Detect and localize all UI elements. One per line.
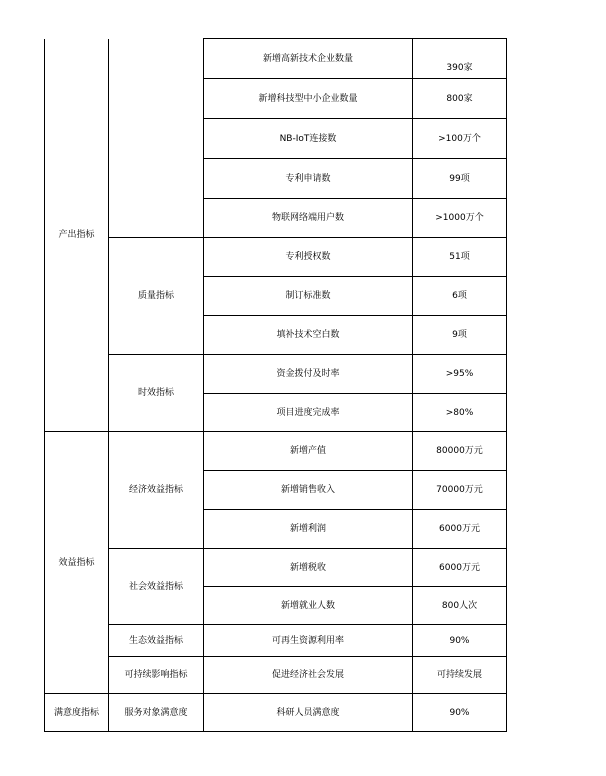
value-cell: 51项 [413, 238, 507, 277]
indicator-cell: 新增就业人数 [204, 587, 413, 625]
indicator-cell: 资金拨付及时率 [204, 355, 413, 394]
value-cell: 6000万元 [413, 549, 507, 587]
value-cell: 90% [413, 625, 507, 657]
indicator-cell: 制订标准数 [204, 277, 413, 316]
value-cell: 6000万元 [413, 510, 507, 549]
value-cell: 800家 [413, 79, 507, 119]
value-cell: 99项 [413, 159, 507, 199]
indicator-cell: 项目进度完成率 [204, 394, 413, 432]
level2-cell: 质量指标 [109, 238, 204, 355]
level1-cell: 产出指标 [45, 39, 109, 432]
indicator-cell: 物联网络端用户数 [204, 199, 413, 238]
indicator-cell: 专利申请数 [204, 159, 413, 199]
indicator-cell: 新增利润 [204, 510, 413, 549]
level2-cell [109, 39, 204, 238]
value-cell: 390家 [413, 39, 507, 79]
indicator-cell: 促进经济社会发展 [204, 657, 413, 694]
indicator-cell: 新增税收 [204, 549, 413, 587]
value-cell: 6项 [413, 277, 507, 316]
level2-cell: 经济效益指标 [109, 432, 204, 549]
indicator-cell: 科研人员满意度 [204, 694, 413, 732]
indicator-cell: 新增高新技术企业数量 [204, 39, 413, 79]
indicator-cell: 专利授权数 [204, 238, 413, 277]
indicator-cell: 可再生资源利用率 [204, 625, 413, 657]
indicator-cell: NB-IoT连接数 [204, 119, 413, 159]
value-cell: >80% [413, 394, 507, 432]
value-cell: 90% [413, 694, 507, 732]
indicator-cell: 新增销售收入 [204, 471, 413, 510]
indicator-cell: 新增科技型中小企业数量 [204, 79, 413, 119]
level2-cell: 服务对象满意度 [109, 694, 204, 732]
performance-indicator-table [44, 38, 507, 732]
value-cell: 80000万元 [413, 432, 507, 471]
value-cell: 可持续发展 [413, 657, 507, 694]
level2-cell: 时效指标 [109, 355, 204, 432]
level1-cell: 效益指标 [45, 432, 109, 694]
value-cell: 800人次 [413, 587, 507, 625]
value-cell: >1000万个 [413, 199, 507, 238]
indicator-cell: 新增产值 [204, 432, 413, 471]
level2-cell: 可持续影响指标 [109, 657, 204, 694]
value-cell: >95% [413, 355, 507, 394]
value-cell: 70000万元 [413, 471, 507, 510]
level2-cell: 生态效益指标 [109, 625, 204, 657]
indicator-cell: 填补技术空白数 [204, 316, 413, 355]
value-cell: >100万个 [413, 119, 507, 159]
value-cell: 9项 [413, 316, 507, 355]
level2-cell: 社会效益指标 [109, 549, 204, 625]
level1-cell: 满意度指标 [45, 694, 109, 732]
